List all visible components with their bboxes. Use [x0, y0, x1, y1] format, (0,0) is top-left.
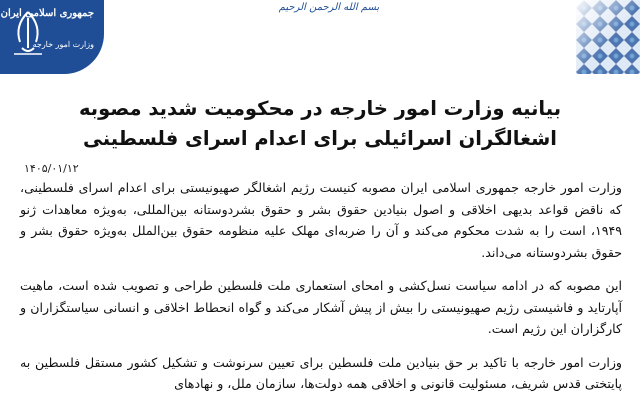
emblem-country-text: جمهوری اسلامی ایران [0, 8, 94, 19]
bismillah-calligraphy: بسم الله الرحمن الرحیم [278, 2, 380, 13]
ministry-emblem [0, 0, 104, 74]
paragraph-1: وزارت امور خارجه جمهوری اسلامی ایران مصوبه کنیست رژیم اشغالگر صهیونیستی برای اعدام اسرای فلسطینی، که ناقض قواعد بدیهی اخلاقی و اصول بنیادین حقوق بشر و حقوق بشردوستانه بین‌المللی، به‌ویژه معاهدات ژنو ۱۹۴۹، است را به شدت محکوم می‌کند و آن را ضربه‌ای مهلک علیه منظومه حقوق بین‌الملل به‌ویژه حقوق بشر و حقوق بشردوستانه می‌داند. [20, 180, 622, 260]
statement-body [20, 177, 622, 407]
paragraph-2: این مصوبه که در ادامه سیاست نسل‌کشی و امحای استعماری ملت فلسطین طراحی و تصویب شده است، ماهیت آپارتاید و فاشیستی رژیم صهیونیستی را بیش از پیش آشکار می‌کند و گواه انحطاط اخلاقی و انسانی سیاستگزاران و کارگزاران این رژیم است. [20, 278, 622, 336]
emblem-ministry-text: وزارت امور خارجه [32, 40, 94, 49]
statement-date: ۱۴۰۵/۰۱/۱۲ [24, 162, 79, 175]
title-line-1: بیانیه وزارت امور خارجه در محکومیت شدید مصوبه [78, 97, 562, 120]
statement-title [20, 94, 620, 154]
decorative-pattern-icon [576, 0, 640, 74]
paragraph-3: وزارت امور خارجه با تاکید بر حق بنیادین ملت فلسطین برای تعیین سرنوشت و تشکیل کشور مستقل فلسطین به پایتختی قدس شریف، مسئولیت قانونی و اخلاقی همه دولت‌ها، سازمان ملل، و نهادهای [20, 354, 622, 391]
title-line-2: اشغالگران اسرائیلی برای اعدام اسرای فلسطینی [83, 127, 557, 150]
